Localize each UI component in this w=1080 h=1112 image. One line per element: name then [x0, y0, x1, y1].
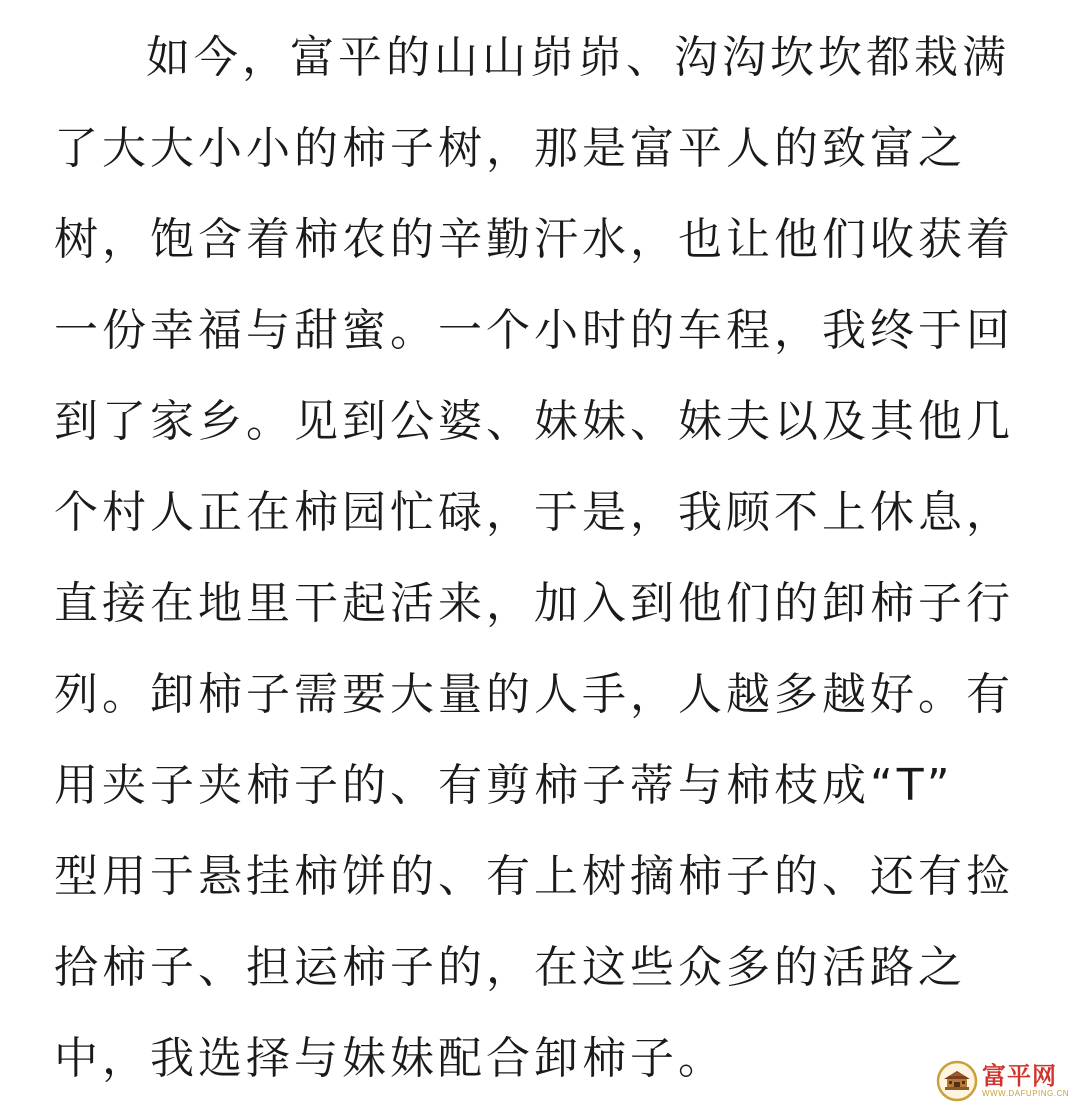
paragraph-line: 用夹子夹柿子的、有剪柿子蒂与柿枝成“T” — [54, 760, 954, 811]
paragraph-line: 树，饱含着柿农的辛勤汗水，也让他们收获着 — [54, 214, 1014, 265]
paragraph-line: 列。卸柿子需要大量的人手，人越多越好。有 — [54, 669, 1014, 720]
paragraph-line: 到了家乡。见到公婆、妹妹、妹夫以及其他几 — [54, 396, 1014, 447]
paragraph-line: 直接在地里干起活来，加入到他们的卸柿子行 — [54, 578, 1014, 629]
paragraph-line: 拾柿子、担运柿子的，在这些众多的活路之 — [54, 942, 966, 993]
paragraph-line: 中，我选择与妹妹配合卸柿子。 — [54, 1033, 726, 1084]
city-gate-emblem-icon — [936, 1060, 978, 1102]
paragraph-line: 个村人正在柿园忙碌，于是，我顾不上休息， — [54, 487, 1014, 538]
paragraph-line: 了大大小小的柿子树，那是富平人的致富之 — [54, 123, 966, 174]
watermark-site-name: 富平网 — [982, 1062, 1057, 1090]
paragraph-line: 型用于悬挂柿饼的、有上树摘柿子的、还有捡 — [54, 851, 1014, 902]
watermark-site-url: WWW.DAFUPING.CN — [982, 1089, 1070, 1098]
site-watermark — [936, 1058, 1068, 1104]
paragraph-line: 一份幸福与甜蜜。一个小时的车程，我终于回 — [54, 305, 1014, 356]
article-body — [54, 12, 1034, 1104]
paragraph-line: 如今，富平的山山峁峁、沟沟坎坎都栽满 — [146, 32, 1010, 83]
